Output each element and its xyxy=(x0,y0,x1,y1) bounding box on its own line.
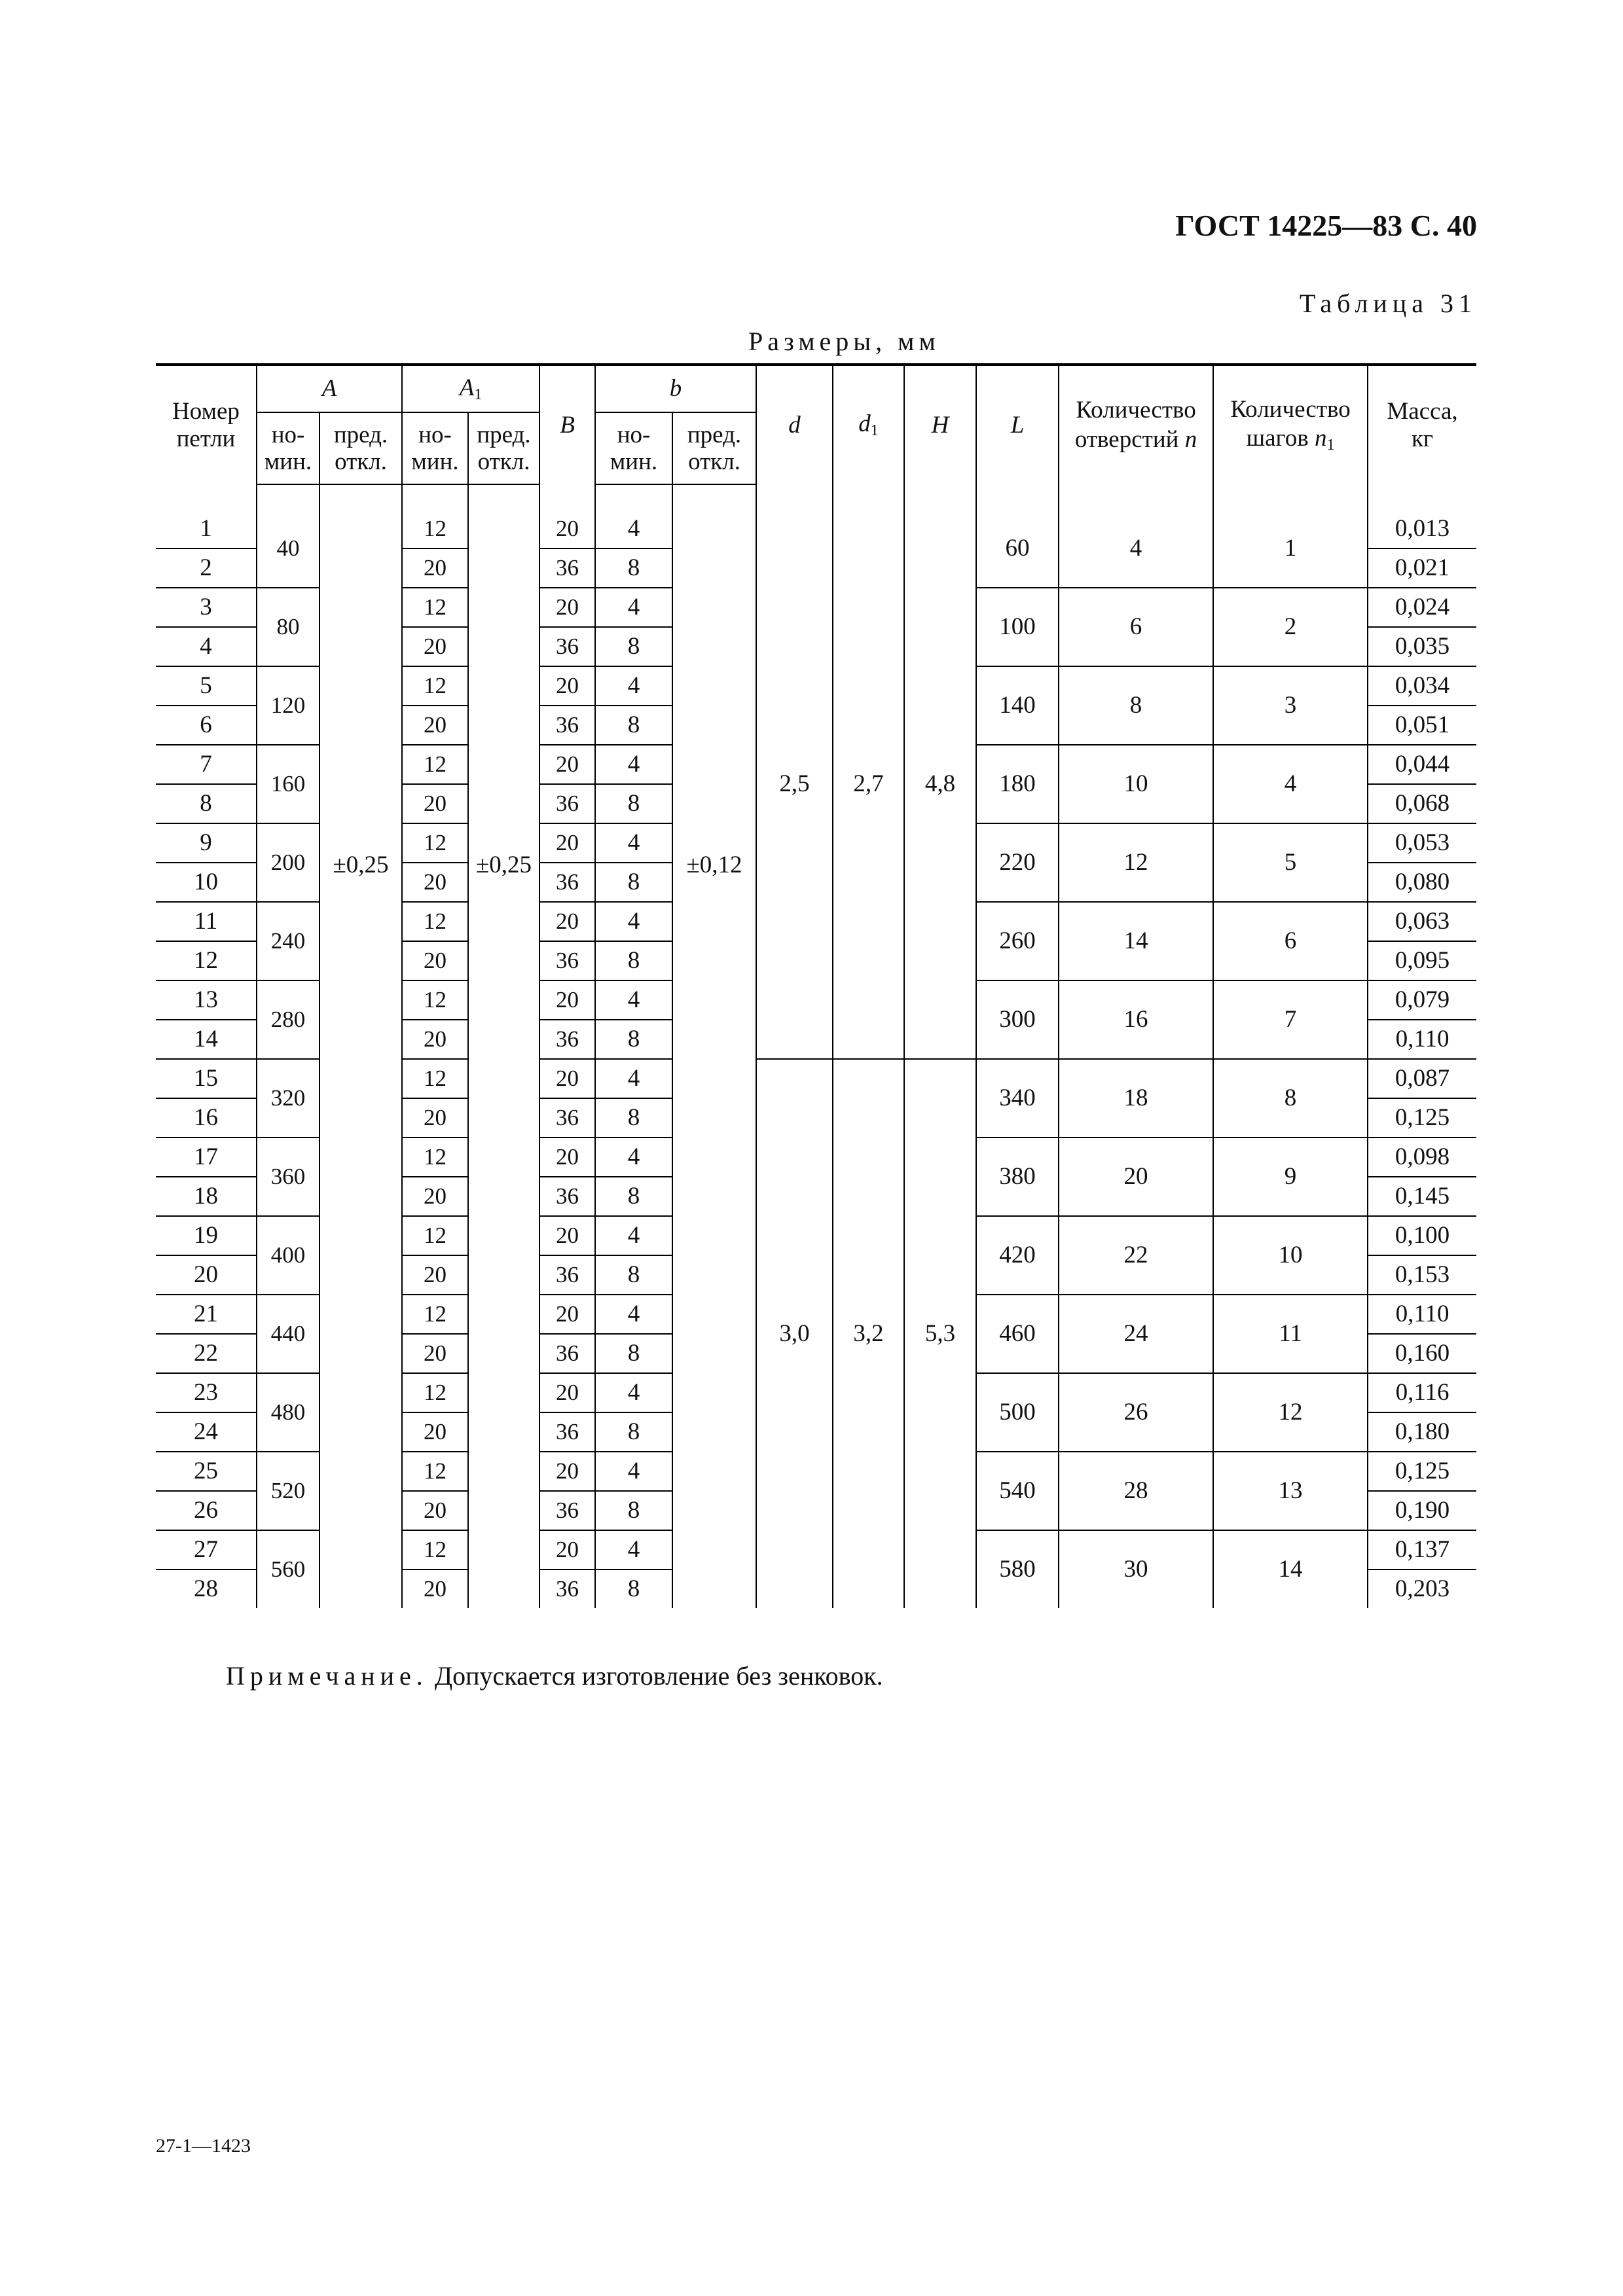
cell-number: 10 xyxy=(156,863,257,902)
cell-holes: 18 xyxy=(1059,1059,1213,1138)
cell-b-nominal: 4 xyxy=(595,902,672,941)
cell-mass: 0,034 xyxy=(1368,666,1476,706)
cell-B: 20 xyxy=(539,1295,595,1334)
cell-H: 4,8 xyxy=(904,510,976,1059)
cell-b-nominal: 4 xyxy=(595,1295,672,1334)
cell-number: 15 xyxy=(156,1059,257,1098)
cell-mass: 0,053 xyxy=(1368,823,1476,863)
cell-L: 340 xyxy=(976,1059,1059,1138)
cell-A1-nominal: 20 xyxy=(402,1570,468,1608)
cell-b-nominal: 8 xyxy=(595,1334,672,1373)
cell-A1-nominal: 20 xyxy=(402,627,468,666)
cell-mass: 0,080 xyxy=(1368,863,1476,902)
cell-holes: 10 xyxy=(1059,745,1213,823)
cell-mass: 0,125 xyxy=(1368,1098,1476,1138)
cell-A1-nominal: 12 xyxy=(402,980,468,1020)
cell-A-nominal: 480 xyxy=(257,1373,319,1452)
cell-mass: 0,098 xyxy=(1368,1138,1476,1177)
col-d-header: d xyxy=(756,365,833,484)
note-lead: Примечание. xyxy=(226,1661,428,1691)
cell-B: 36 xyxy=(539,627,595,666)
cell-steps: 12 xyxy=(1213,1373,1368,1452)
cell-B: 20 xyxy=(539,1138,595,1177)
cell-mass: 0,087 xyxy=(1368,1059,1476,1098)
cell-L: 140 xyxy=(976,666,1059,745)
cell-number: 11 xyxy=(156,902,257,941)
col-A1-header: $A_1$ xyxy=(402,365,539,412)
gap-cell xyxy=(1059,484,1213,510)
cell-number: 25 xyxy=(156,1452,257,1491)
cell-L: 260 xyxy=(976,902,1059,980)
cell-A1-nominal: 12 xyxy=(402,823,468,863)
cell-A1-nominal: 20 xyxy=(402,548,468,588)
cell-b-nominal: 4 xyxy=(595,745,672,784)
table-note xyxy=(226,1660,883,1691)
cell-b-nominal: 8 xyxy=(595,1020,672,1059)
cell-B: 20 xyxy=(539,902,595,941)
col-d1-header: $d_1$ xyxy=(833,365,904,484)
cell-number: 20 xyxy=(156,1255,257,1295)
cell-mass: 0,051 xyxy=(1368,706,1476,745)
cell-steps: 2 xyxy=(1213,588,1368,666)
cell-steps: 9 xyxy=(1213,1138,1368,1216)
cell-holes: 4 xyxy=(1059,510,1213,588)
gap-cell xyxy=(402,484,468,510)
cell-number: 3 xyxy=(156,588,257,627)
cell-number: 13 xyxy=(156,980,257,1020)
cell-holes: 14 xyxy=(1059,902,1213,980)
cell-B: 36 xyxy=(539,1255,595,1295)
gap-cell xyxy=(156,484,257,510)
cell-B: 36 xyxy=(539,1334,595,1373)
gap-cell xyxy=(595,484,672,510)
footer-code: 27-1—1423 xyxy=(156,2135,251,2157)
cell-number: 1 xyxy=(156,510,257,548)
cell-number: 8 xyxy=(156,784,257,823)
cell-A-nominal: 200 xyxy=(257,823,319,902)
cell-mass: 0,190 xyxy=(1368,1491,1476,1530)
cell-number: 23 xyxy=(156,1373,257,1412)
cell-B: 20 xyxy=(539,1373,595,1412)
cell-b-nominal: 4 xyxy=(595,823,672,863)
cell-A1-nominal: 20 xyxy=(402,1020,468,1059)
col-b-nominal-header: но- мин. xyxy=(595,412,672,484)
col-holes-header: Количество отверстий n xyxy=(1059,365,1213,484)
cell-B: 36 xyxy=(539,1020,595,1059)
cell-A1-nominal: 12 xyxy=(402,1216,468,1255)
cell-steps: 4 xyxy=(1213,745,1368,823)
cell-L: 580 xyxy=(976,1530,1059,1608)
cell-b-nominal: 8 xyxy=(595,784,672,823)
cell-A1-nominal: 20 xyxy=(402,1255,468,1295)
cell-A-nominal: 400 xyxy=(257,1216,319,1295)
cell-b-nominal: 8 xyxy=(595,706,672,745)
col-A1-nominal-header: но- мин. xyxy=(402,412,468,484)
cell-steps: 13 xyxy=(1213,1452,1368,1530)
cell-A1-nominal: 12 xyxy=(402,588,468,627)
cell-L: 180 xyxy=(976,745,1059,823)
cell-number: 2 xyxy=(156,548,257,588)
cell-B: 36 xyxy=(539,863,595,902)
cell-b-nominal: 8 xyxy=(595,1177,672,1216)
cell-number: 6 xyxy=(156,706,257,745)
cell-b-nominal: 8 xyxy=(595,863,672,902)
cell-mass: 0,180 xyxy=(1368,1412,1476,1452)
cell-A-nominal: 520 xyxy=(257,1452,319,1530)
cell-b-nominal: 8 xyxy=(595,1098,672,1138)
cell-steps: 8 xyxy=(1213,1059,1368,1138)
cell-d1: 3,2 xyxy=(833,1059,904,1608)
cell-b-nominal: 8 xyxy=(595,627,672,666)
cell-number: 22 xyxy=(156,1334,257,1373)
cell-steps: 3 xyxy=(1213,666,1368,745)
cell-number: 18 xyxy=(156,1177,257,1216)
cell-A-nominal: 280 xyxy=(257,980,319,1059)
cell-A1-nominal: 20 xyxy=(402,941,468,980)
cell-A1-nominal: 20 xyxy=(402,1177,468,1216)
cell-holes: 12 xyxy=(1059,823,1213,902)
cell-A1-nominal: 12 xyxy=(402,1452,468,1491)
cell-B: 20 xyxy=(539,666,595,706)
cell-A1-nominal: 20 xyxy=(402,1491,468,1530)
cell-b-nominal: 8 xyxy=(595,1412,672,1452)
cell-A1-nominal: 12 xyxy=(402,745,468,784)
cell-holes: 28 xyxy=(1059,1452,1213,1530)
cell-holes: 30 xyxy=(1059,1530,1213,1608)
cell-d: 3,0 xyxy=(756,1059,833,1608)
cell-b-nominal: 4 xyxy=(595,980,672,1020)
gap-cell xyxy=(319,484,402,510)
cell-mass: 0,063 xyxy=(1368,902,1476,941)
table-row xyxy=(156,510,1476,548)
cell-A1-nominal: 20 xyxy=(402,1098,468,1138)
cell-A-nominal: 40 xyxy=(257,510,319,588)
gap-cell xyxy=(257,484,319,510)
cell-L: 420 xyxy=(976,1216,1059,1295)
cell-A1-nominal: 12 xyxy=(402,1138,468,1177)
cell-mass: 0,125 xyxy=(1368,1452,1476,1491)
cell-b-nominal: 4 xyxy=(595,1138,672,1177)
cell-L: 220 xyxy=(976,823,1059,902)
cell-mass: 0,116 xyxy=(1368,1373,1476,1412)
cell-A1-nominal: 20 xyxy=(402,706,468,745)
cell-A-nominal: 80 xyxy=(257,588,319,666)
cell-number: 14 xyxy=(156,1020,257,1059)
table-label: Таблица 31 xyxy=(1299,289,1477,318)
cell-B: 36 xyxy=(539,1098,595,1138)
cell-b-nominal: 4 xyxy=(595,1216,672,1255)
cell-mass: 0,110 xyxy=(1368,1020,1476,1059)
cell-A1-nominal: 20 xyxy=(402,863,468,902)
cell-A1-nominal: 12 xyxy=(402,1530,468,1570)
cell-A-nominal: 240 xyxy=(257,902,319,980)
cell-mass: 0,024 xyxy=(1368,588,1476,627)
gap-cell xyxy=(904,484,976,510)
cell-A-nominal: 440 xyxy=(257,1295,319,1373)
cell-B: 36 xyxy=(539,1491,595,1530)
cell-mass: 0,145 xyxy=(1368,1177,1476,1216)
table-body xyxy=(156,484,1476,1608)
cell-L: 100 xyxy=(976,588,1059,666)
cell-B: 36 xyxy=(539,1412,595,1452)
col-mass-header: Масса, кг xyxy=(1368,365,1476,484)
cell-steps: 10 xyxy=(1213,1216,1368,1295)
cell-number: 17 xyxy=(156,1138,257,1177)
cell-number: 26 xyxy=(156,1491,257,1530)
cell-L: 60 xyxy=(976,510,1059,588)
cell-steps: 11 xyxy=(1213,1295,1368,1373)
col-b-tolerance-header: пред. откл. xyxy=(672,412,756,484)
cell-number: 19 xyxy=(156,1216,257,1255)
cell-number: 24 xyxy=(156,1412,257,1452)
col-A-header: A xyxy=(257,365,402,412)
cell-number: 7 xyxy=(156,745,257,784)
cell-steps: 6 xyxy=(1213,902,1368,980)
cell-A1-nominal: 12 xyxy=(402,1059,468,1098)
gap-cell xyxy=(468,484,539,510)
cell-d1: 2,7 xyxy=(833,510,904,1059)
cell-steps: 5 xyxy=(1213,823,1368,902)
cell-steps: 7 xyxy=(1213,980,1368,1059)
cell-b-nominal: 4 xyxy=(595,1452,672,1491)
cell-A1-nominal: 12 xyxy=(402,666,468,706)
cell-L: 540 xyxy=(976,1452,1059,1530)
cell-L: 300 xyxy=(976,980,1059,1059)
cell-number: 21 xyxy=(156,1295,257,1334)
cell-b-nominal: 4 xyxy=(595,1059,672,1098)
cell-b-nominal: 4 xyxy=(595,1373,672,1412)
cell-b-tolerance: ±0,12 xyxy=(672,510,756,1608)
cell-B: 20 xyxy=(539,510,595,548)
cell-B: 20 xyxy=(539,745,595,784)
cell-b-nominal: 8 xyxy=(595,941,672,980)
cell-mass: 0,021 xyxy=(1368,548,1476,588)
units-caption: Размеры, мм xyxy=(748,327,940,356)
cell-B: 20 xyxy=(539,823,595,863)
cell-mass: 0,153 xyxy=(1368,1255,1476,1295)
cell-b-nominal: 4 xyxy=(595,666,672,706)
cell-b-nominal: 8 xyxy=(595,548,672,588)
cell-mass: 0,095 xyxy=(1368,941,1476,980)
cell-A1-nominal: 20 xyxy=(402,784,468,823)
cell-holes: 6 xyxy=(1059,588,1213,666)
gap-cell xyxy=(672,484,756,510)
cell-mass: 0,068 xyxy=(1368,784,1476,823)
dimensions-table xyxy=(156,363,1476,1608)
cell-L: 380 xyxy=(976,1138,1059,1216)
cell-number: 4 xyxy=(156,627,257,666)
cell-b-nominal: 8 xyxy=(595,1570,672,1608)
cell-steps: 14 xyxy=(1213,1530,1368,1608)
cell-mass: 0,079 xyxy=(1368,980,1476,1020)
cell-B: 20 xyxy=(539,588,595,627)
cell-A1-nominal: 12 xyxy=(402,1373,468,1412)
cell-b-nominal: 8 xyxy=(595,1255,672,1295)
cell-steps: 1 xyxy=(1213,510,1368,588)
cell-b-nominal: 4 xyxy=(595,510,672,548)
cell-mass: 0,203 xyxy=(1368,1570,1476,1608)
col-A1-tolerance-header: пред. откл. xyxy=(468,412,539,484)
cell-B: 20 xyxy=(539,1059,595,1098)
cell-A1-nominal: 12 xyxy=(402,902,468,941)
cell-number: 16 xyxy=(156,1098,257,1138)
cell-B: 36 xyxy=(539,941,595,980)
standard-header: ГОСТ 14225—83 С. 40 xyxy=(1175,209,1477,242)
cell-holes: 26 xyxy=(1059,1373,1213,1452)
cell-number: 28 xyxy=(194,1575,218,1603)
col-B-header: B xyxy=(539,365,595,484)
cell-B: 20 xyxy=(539,1452,595,1491)
cell-A-nominal: 120 xyxy=(257,666,319,745)
cell-L: 500 xyxy=(976,1373,1059,1452)
cell-holes: 16 xyxy=(1059,980,1213,1059)
cell-L: 460 xyxy=(976,1295,1059,1373)
note-text: Допускается изготовление без зенковок. xyxy=(428,1661,883,1691)
col-H-header: H xyxy=(904,365,976,484)
gap-cell xyxy=(1368,484,1476,510)
gap-cell xyxy=(539,484,595,510)
col-number-header: Номер петли xyxy=(156,365,257,484)
cell-mass: 0,044 xyxy=(1368,745,1476,784)
cell-A-nominal: 320 xyxy=(257,1059,319,1138)
col-L-header: L xyxy=(976,365,1059,484)
table-gap-row xyxy=(156,484,1476,510)
cell-holes: 20 xyxy=(1059,1138,1213,1216)
cell-B: 20 xyxy=(539,1530,595,1570)
col-b-header: b xyxy=(595,365,756,412)
cell-mass: 0,100 xyxy=(1368,1216,1476,1255)
cell-holes: 22 xyxy=(1059,1216,1213,1295)
col-A-tolerance-header: пред. откл. xyxy=(319,412,402,484)
cell-A1-nominal: 12 xyxy=(402,510,468,548)
cell-d: 2,5 xyxy=(756,510,833,1059)
cell-A-nominal: 160 xyxy=(257,745,319,823)
cell-mass: 0,013 xyxy=(1368,510,1476,548)
cell-b-nominal: 4 xyxy=(595,1530,672,1570)
cell-A1-nominal: 20 xyxy=(402,1334,468,1373)
cell-mass: 0,035 xyxy=(1368,627,1476,666)
cell-A1-nominal: 20 xyxy=(402,1412,468,1452)
cell-B: 36 xyxy=(539,1177,595,1216)
cell-B: 36 xyxy=(539,706,595,745)
cell-B: 20 xyxy=(539,980,595,1020)
cell-mass: 0,160 xyxy=(1368,1334,1476,1373)
cell-A1-nominal: 12 xyxy=(402,1295,468,1334)
cell-A-tolerance: ±0,25 xyxy=(319,510,402,1608)
cell-A-nominal: 360 xyxy=(257,1138,319,1216)
cell-mass: 0,137 xyxy=(1368,1530,1476,1570)
cell-A-nominal: 560 xyxy=(257,1530,319,1608)
cell-H: 5,3 xyxy=(904,1059,976,1608)
cell-A1-tolerance: ±0,25 xyxy=(468,510,539,1608)
gap-cell xyxy=(1213,484,1368,510)
cell-mass: 0,110 xyxy=(1368,1295,1476,1334)
cell-number: 27 xyxy=(156,1530,257,1570)
cell-number: 5 xyxy=(156,666,257,706)
cell-b-nominal: 8 xyxy=(595,1491,672,1530)
cell-holes: 24 xyxy=(1059,1295,1213,1373)
cell-number: 9 xyxy=(156,823,257,863)
cell-B: 20 xyxy=(539,1216,595,1255)
cell-B: 36 xyxy=(539,784,595,823)
gap-cell xyxy=(756,484,833,510)
cell-holes: 8 xyxy=(1059,666,1213,745)
gap-cell xyxy=(976,484,1059,510)
cell-B: 36 xyxy=(539,1570,595,1608)
col-A-nominal-header: но- мин. xyxy=(257,412,319,484)
cell-number: 12 xyxy=(156,941,257,980)
gap-cell xyxy=(833,484,904,510)
cell-B: 36 xyxy=(539,548,595,588)
col-steps-header: Количество шагов $n_1$ xyxy=(1213,365,1368,484)
cell-b-nominal: 4 xyxy=(595,588,672,627)
